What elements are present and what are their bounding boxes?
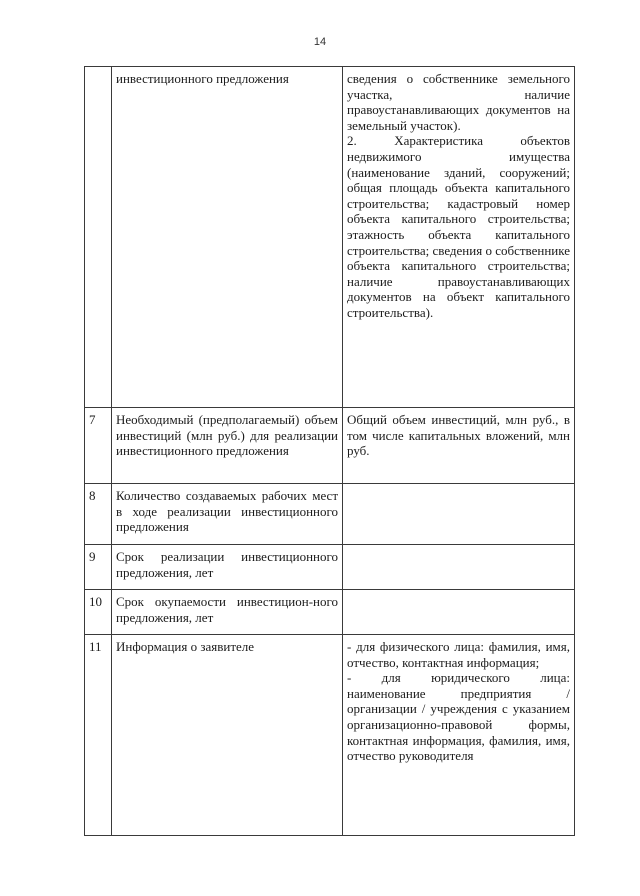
table-row — [85, 635, 575, 836]
description-paragraph: 2. Характеристика объектов недвижимого имущества (наименование зданий, сооружений; общая площадь объекта капитального строительства; кадастровый номер объекта капитального строительства; этажность объекта капитального строительства; сведения о собственнике объекта капитального строительства; наличие правоустанавливающих документов на объект капитального строительства). — [347, 133, 570, 320]
page-number: 14 — [313, 36, 327, 48]
table-row — [85, 545, 575, 590]
description-paragraph: - для юридического лица: наименование предприятия / организации / учреждения с указанием организационно-правовой формы, контактная информация, фамилия, имя, отчество руководителя — [347, 670, 570, 764]
row-name: Информация о заявителе — [112, 635, 343, 836]
row-number: 8 — [85, 484, 112, 545]
row-number — [85, 67, 112, 408]
description-paragraph: Общий объем инвестиций, млн руб., в том числе капитальных вложений, млн руб. — [347, 412, 570, 459]
table-row — [85, 590, 575, 635]
row-description — [343, 408, 575, 484]
row-name: Количество создаваемых рабочих мест в ходе реализации инвестиционного предложения — [112, 484, 343, 545]
table-row — [85, 67, 575, 408]
row-description — [343, 590, 575, 635]
row-description — [343, 545, 575, 590]
row-name: Срок окупаемости инвестицион-ного предложения, лет — [112, 590, 343, 635]
row-number: 9 — [85, 545, 112, 590]
description-paragraph: сведения о собственнике земельного участка, наличие правоустанавливающих документов на земельный участок). — [347, 71, 570, 133]
row-number: 11 — [85, 635, 112, 836]
row-number: 10 — [85, 590, 112, 635]
row-name: Необходимый (предполагаемый) объем инвестиций (млн руб.) для реализации инвестиционного предложения — [112, 408, 343, 484]
row-name: инвестиционного предложения — [112, 67, 343, 408]
table-row — [85, 484, 575, 545]
application-form-table — [84, 66, 575, 836]
row-number: 7 — [85, 408, 112, 484]
table-row — [85, 408, 575, 484]
row-description — [343, 484, 575, 545]
row-description — [343, 67, 575, 408]
description-paragraph: - для физического лица: фамилия, имя, отчество, контактная информация; — [347, 639, 570, 670]
row-description — [343, 635, 575, 836]
row-name: Срок реализации инвестиционного предложения, лет — [112, 545, 343, 590]
